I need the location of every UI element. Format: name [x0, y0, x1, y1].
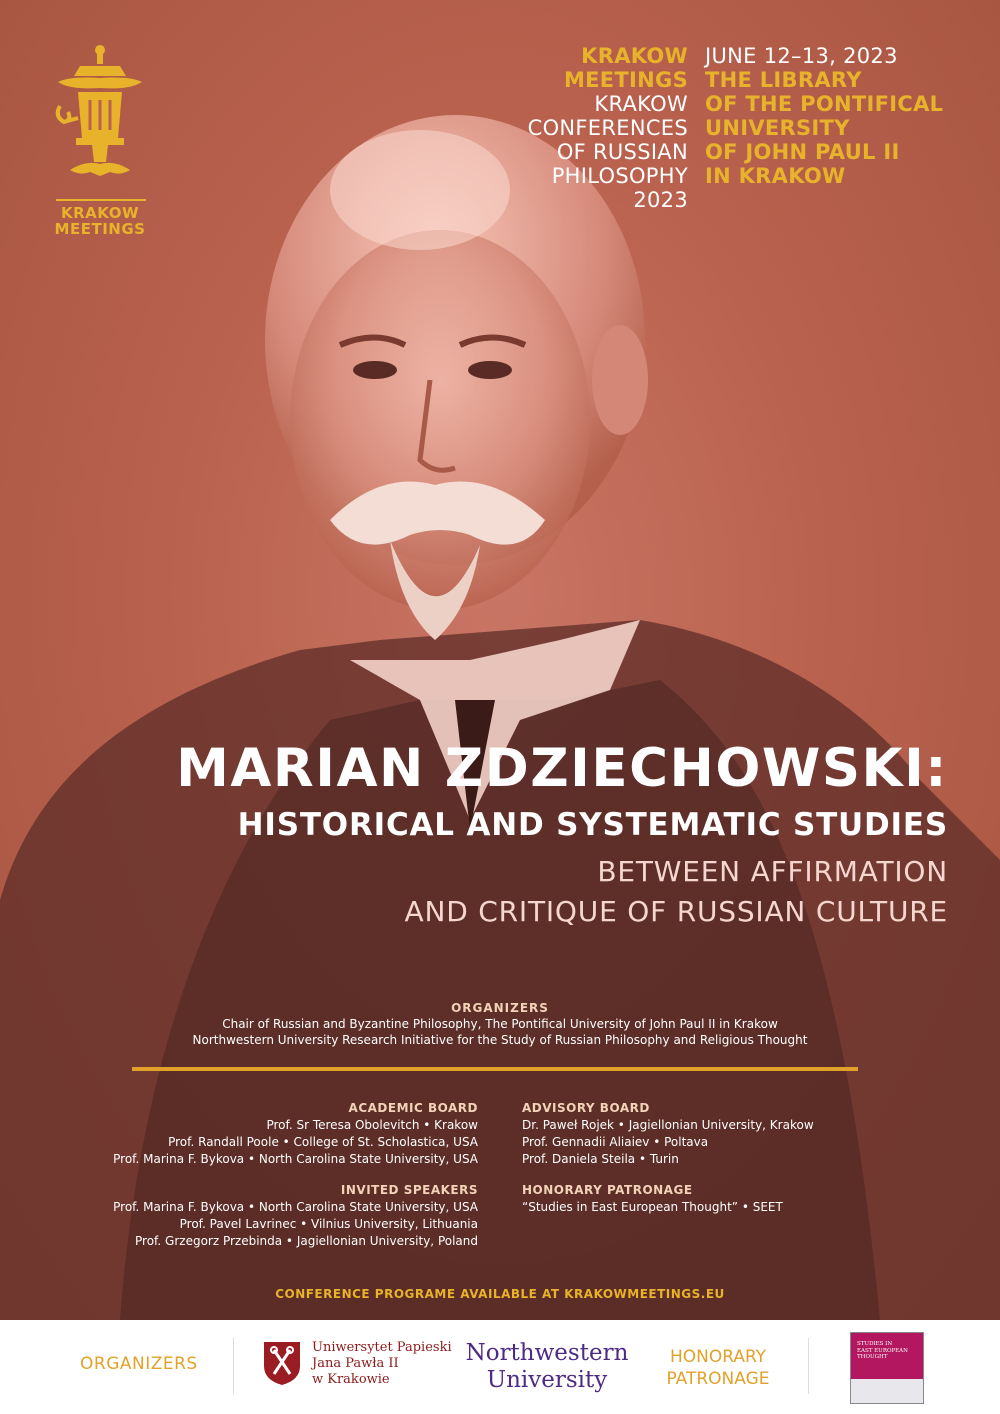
invited-speaker: Prof. Marina F. Bykova • North Carolina State University, USA [113, 1200, 478, 1214]
series-line-2: MEETINGS [563, 68, 688, 92]
upjp-line-3: w Krakowie [312, 1372, 390, 1387]
journal-cover-image [850, 1332, 924, 1404]
advisory-board-member: Prof. Daniela Steila • Turin [522, 1152, 679, 1166]
academic-board-member: Prof. Marina F. Bykova • North Carolina State University, USA [113, 1152, 478, 1166]
logo-line-1: KRAKOW [60, 204, 140, 222]
series-line-1: KRAKOW [581, 44, 688, 68]
journal-line-2: EAST EUROPEAN [857, 1347, 908, 1354]
series-line-5: OF RUSSIAN [556, 140, 688, 164]
footer-organizers-label: ORGANIZERS [80, 1354, 198, 1374]
venue-line-5: IN KRAKOW [705, 164, 846, 188]
series-line-3: KRAKOW [594, 92, 688, 116]
invited-speaker: Prof. Pavel Lavrinec • Vilnius University, Lithuania [179, 1217, 478, 1231]
academic-board-member: Prof. Randall Poole • College of St. Scholastica, USA [168, 1135, 478, 1149]
organizer-1: Chair of Russian and Byzantine Philosophy, The Pontifical University of John Paul II in Krakow [222, 1017, 778, 1031]
venue-line-1: THE LIBRARY [705, 68, 862, 92]
series-line-4: CONFERENCES [527, 116, 688, 140]
advisory-board-member: Prof. Gennadii Aliaiev • Poltava [522, 1135, 709, 1149]
organizers-heading: ORGANIZERS [451, 1001, 549, 1015]
footer-separator [233, 1338, 234, 1394]
footer-logos [0, 1320, 1000, 1414]
academic-board-heading: ACADEMIC BOARD [348, 1101, 478, 1115]
program-link[interactable]: CONFERENCE PROGRAME AVAILABLE AT KRAKOWMEETINGS.EU [275, 1287, 725, 1301]
advisory-board-member: Dr. Paweł Rojek • Jagiellonian University, Krakow [522, 1118, 814, 1132]
journal-line-3: THOUGHT [857, 1354, 888, 1360]
theme-line-2: AND CRITIQUE OF RUSSIAN CULTURE [404, 895, 948, 928]
venue-line-3: UNIVERSITY [705, 116, 850, 140]
poster-subtitle: HISTORICAL AND SYSTEMATIC STUDIES [237, 807, 948, 843]
theme-line-1: BETWEEN AFFIRMATION [597, 855, 948, 888]
venue-line-4: OF JOHN PAUL II [705, 140, 900, 164]
honorary-line-2: PATRONAGE [666, 1369, 770, 1389]
honorary-patronage-heading: HONORARY PATRONAGE [522, 1183, 693, 1197]
upjp-line-1: Uniwersytet Papieski [312, 1340, 452, 1355]
journal-title [857, 1341, 908, 1361]
right-column [522, 1100, 942, 1216]
organizers-section [0, 1000, 1000, 1048]
upjp-crest-icon [262, 1340, 302, 1386]
venue-line-2: OF THE PONTIFICAL [705, 92, 944, 116]
journal-cover-band [851, 1379, 923, 1403]
journal-line-1: STUDIES IN [857, 1341, 893, 1347]
footer-separator [808, 1338, 809, 1394]
series-line-7: 2023 [633, 188, 688, 212]
footer-honorary-label [660, 1346, 776, 1390]
advisory-board-heading: ADVISORY BOARD [522, 1101, 650, 1115]
invited-speakers-heading: INVITED SPEAKERS [340, 1183, 478, 1197]
honorary-line-1: HONORARY [669, 1347, 767, 1367]
academic-board-member: Prof. Sr Teresa Obolevitch • Krakow [266, 1118, 478, 1132]
logo-divider [56, 199, 146, 201]
northwestern-line-2: University [486, 1367, 608, 1393]
lantern-logo-icon [50, 42, 150, 192]
section-divider [132, 1067, 858, 1071]
left-column [60, 1100, 478, 1250]
logo-line-2: MEETINGS [54, 220, 146, 238]
poster-title: MARIAN ZDZIECHOWSKI: [176, 738, 948, 799]
invited-speaker: Prof. Grzegorz Przebinda • Jagiellonian University, Poland [135, 1234, 478, 1248]
conference-series-block [520, 44, 688, 212]
northwestern-logo [462, 1340, 632, 1394]
date-venue-block [705, 44, 985, 188]
upjp-logo-text [312, 1340, 452, 1388]
logo-wordmark [48, 205, 152, 237]
honorary-patron: “Studies in East European Thought” • SEET [522, 1200, 783, 1214]
organizer-2: Northwestern University Research Initiative for the Study of Russian Philosophy and Religious Thought [192, 1033, 808, 1047]
upjp-line-2: Jana Pawła II [312, 1356, 399, 1371]
event-date: JUNE 12–13, 2023 [705, 44, 898, 68]
northwestern-line-1: Northwestern [465, 1340, 629, 1366]
series-line-6: PHILOSOPHY [551, 164, 688, 188]
poster-theme [405, 852, 948, 932]
